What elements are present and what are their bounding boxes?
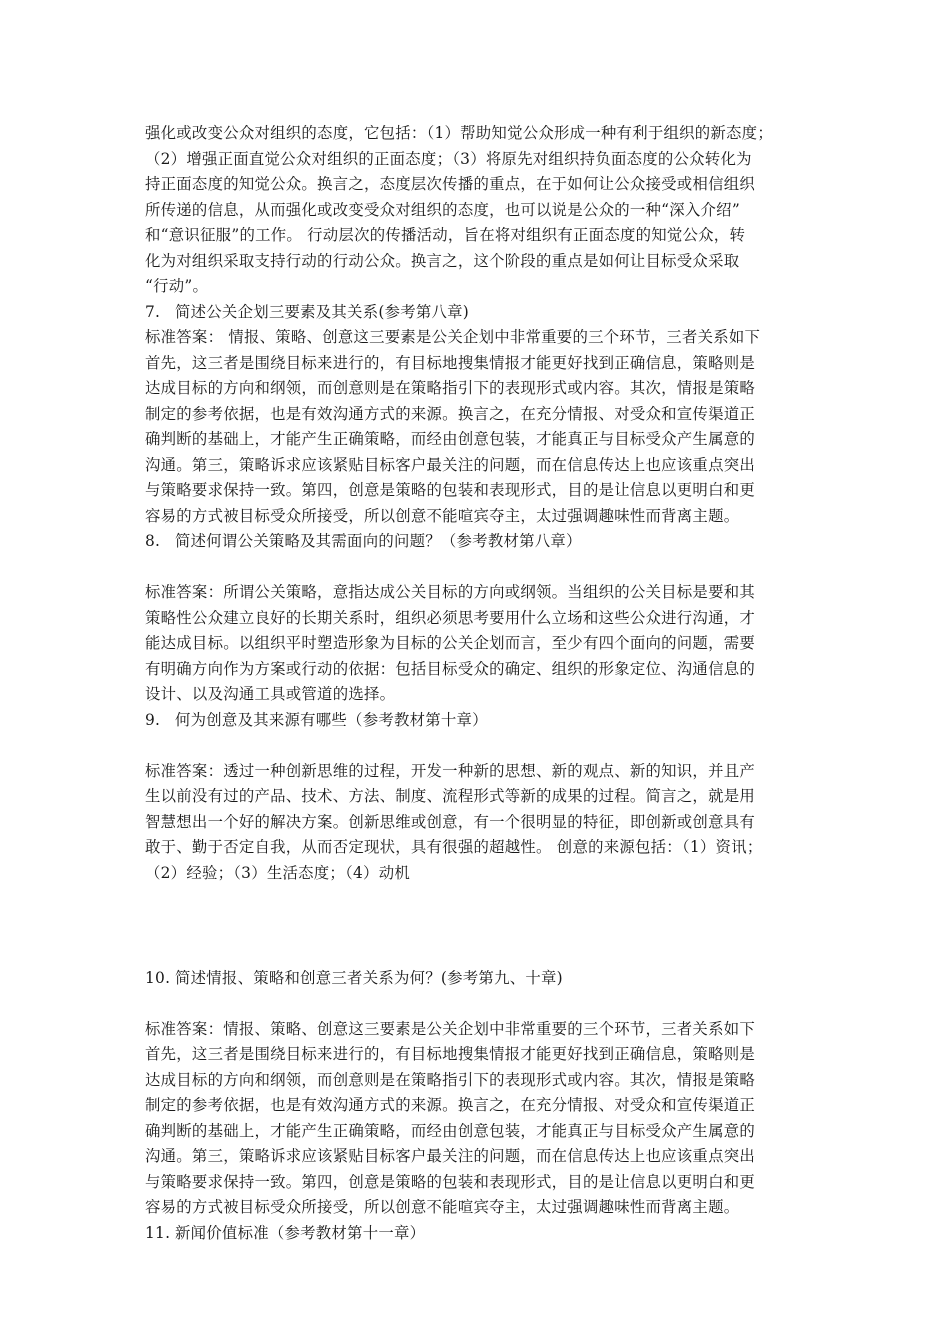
paragraph-line: 制定的参考依据，也是有效沟通方式的来源。换言之，在充分情报、对受众和宣传渠道正 <box>145 404 755 423</box>
paragraph-line: 设计、以及沟通工具或管道的选择。 <box>145 685 396 703</box>
question-text: 简述公关企划三要素及其关系(参考第八章) <box>175 302 470 321</box>
paragraph-line: 沟通。第三，策略诉求应该紧贴目标客户最关注的问题，而在信息传达上也应该重点突出 <box>145 455 755 474</box>
paragraph-line: 确判断的基础上，才能产生正确策略，而经由创意包装，才能真正与目标受众产生属意的 <box>145 430 755 448</box>
paragraph-line: 所传递的信息，从而强化或改变受众对组织的态度，也可以说是公众的一种“深入介绍” <box>145 200 740 219</box>
paragraph-line: 智慧想出一个好的解决方案。创新思维或创意，有一个很明显的特征，即创新或创意具有 <box>145 812 755 831</box>
blank-gap <box>145 886 817 940</box>
paragraph-line: 和“意识征服”的工作。 行动层次的传播活动，旨在将对组织有正面态度的知觉公众，转 <box>145 226 746 244</box>
paragraph-line: 沟通。第三，策略诉求应该紧贴目标客户最关注的问题，而在信息传达上也应该重点突出 <box>145 1147 755 1165</box>
question-heading <box>145 529 817 555</box>
question-text: 何为创意及其来源有哪些（参考教材第十章） <box>175 710 488 729</box>
question-heading <box>145 300 817 326</box>
question-text: 新闻价值标准（参考教材第十一章） <box>175 1223 426 1242</box>
paragraph-line: 容易的方式被目标受众所接受，所以创意不能喧宾夺主，太过强调趣味性而背离主题。 <box>145 506 740 525</box>
blank-line <box>145 940 817 966</box>
paragraph-line: 持正面态度的知觉公众。换言之，态度层次传播的重点，在于如何让公众接受或相信组织 <box>145 175 755 193</box>
paragraph-line: “行动”。 <box>145 277 209 295</box>
question-number: 11. <box>145 1223 171 1242</box>
paragraph-line: 能达成目标。以组织平时塑造形象为目标的公关企划而言，至少有四个面向的问题，需要 <box>145 634 755 652</box>
paragraph-line: 达成目标的方向和纲领，而创意则是在策略指引下的表现形式或内容。其次，情报是策略 <box>145 1070 755 1089</box>
paragraph-line: 生以前没有过的产品、技术、方法、制度、流程形式等新的成果的过程。简言之，就是用 <box>145 787 755 805</box>
paragraph-line: 标准答案：情报、策略、创意这三要素是公关企划中非常重要的三个环节，三者关系如下 <box>145 1019 755 1038</box>
question-number: 7. <box>145 302 161 321</box>
paragraph-line: 标准答案： 情报、策略、创意这三要素是公关企划中非常重要的三个环节，三者关系如下 <box>145 328 761 346</box>
paragraph-line: 标准答案：透过一种创新思维的过程，开发一种新的思想、新的观点、新的知识，并且产 <box>145 761 755 780</box>
paragraph-line: 达成目标的方向和纲领，而创意则是在策略指引下的表现形式或内容。其次，情报是策略 <box>145 379 755 397</box>
question-number: 10. <box>145 968 171 987</box>
question-number: 9. <box>145 710 161 729</box>
question-heading <box>145 1221 817 1247</box>
question-text: 简述何谓公关策略及其需面向的问题？（参考教材第八章） <box>175 532 582 550</box>
paragraph-line: 化为对组织采取支持行动的行动公众。换言之，这个阶段的重点是如何让目标受众采取 <box>145 251 740 270</box>
paragraph-line: 策略性公众建立良好的长期关系时，组织必须思考要用什么立场和这些公众进行沟通，才 <box>145 608 755 627</box>
paragraph-line: 强化或改变公众对组织的态度，它包括：（1）帮助知觉公众形成一种有利于组织的新态度； <box>145 124 773 142</box>
blank-line <box>145 733 817 759</box>
paragraph-line: 标准答案：所谓公关策略，意指达成公关目标的方向或纲领。当组织的公关目标是要和其 <box>145 583 755 601</box>
paragraph-line: 首先，这三者是围绕目标来进行的，有目标地搜集情报才能更好找到正确信息，策略则是 <box>145 1045 755 1063</box>
question-number: 8. <box>145 532 161 550</box>
paragraph-line: 有明确方向作为方案或行动的依据：包括目标受众的确定、组织的形象定位、沟通信息的 <box>145 659 755 678</box>
question-text: 简述情报、策略和创意三者关系为何？(参考第九、十章) <box>175 968 563 987</box>
blank-line <box>145 555 817 581</box>
blank-line <box>145 991 817 1017</box>
paragraph-line: 制定的参考依据，也是有效沟通方式的来源。换言之，在充分情报、对受众和宣传渠道正 <box>145 1096 755 1114</box>
paragraph-line: （2）增强正面直觉公众对组织的正面态度；（3）将原先对组织持负面态度的公众转化为 <box>145 149 752 168</box>
paragraph-line: 确判断的基础上，才能产生正确策略，而经由创意包装，才能真正与目标受众产生属意的 <box>145 1121 755 1140</box>
paragraph-line: 容易的方式被目标受众所接受，所以创意不能喧宾夺主，太过强调趣味性而背离主题。 <box>145 1198 740 1216</box>
paragraph-line: 与策略要求保持一致。第四，创意是策略的包装和表现形式，目的是让信息以更明白和更 <box>145 1172 755 1191</box>
paragraph-line: 首先，这三者是围绕目标来进行的，有目标地搜集情报才能更好找到正确信息，策略则是 <box>145 353 755 372</box>
question-heading <box>145 708 817 734</box>
paragraph-line: 与策略要求保持一致。第四，创意是策略的包装和表现形式，目的是让信息以更明白和更 <box>145 481 755 499</box>
document-page <box>145 121 817 1246</box>
paragraph-line: 敢于、勤于否定自我，从而否定现状，具有很强的超越性。 创意的来源包括：（1）资讯； <box>145 838 763 856</box>
paragraph-line: （2）经验；（3）生活态度；（4）动机 <box>145 863 410 882</box>
question-heading <box>145 966 817 992</box>
